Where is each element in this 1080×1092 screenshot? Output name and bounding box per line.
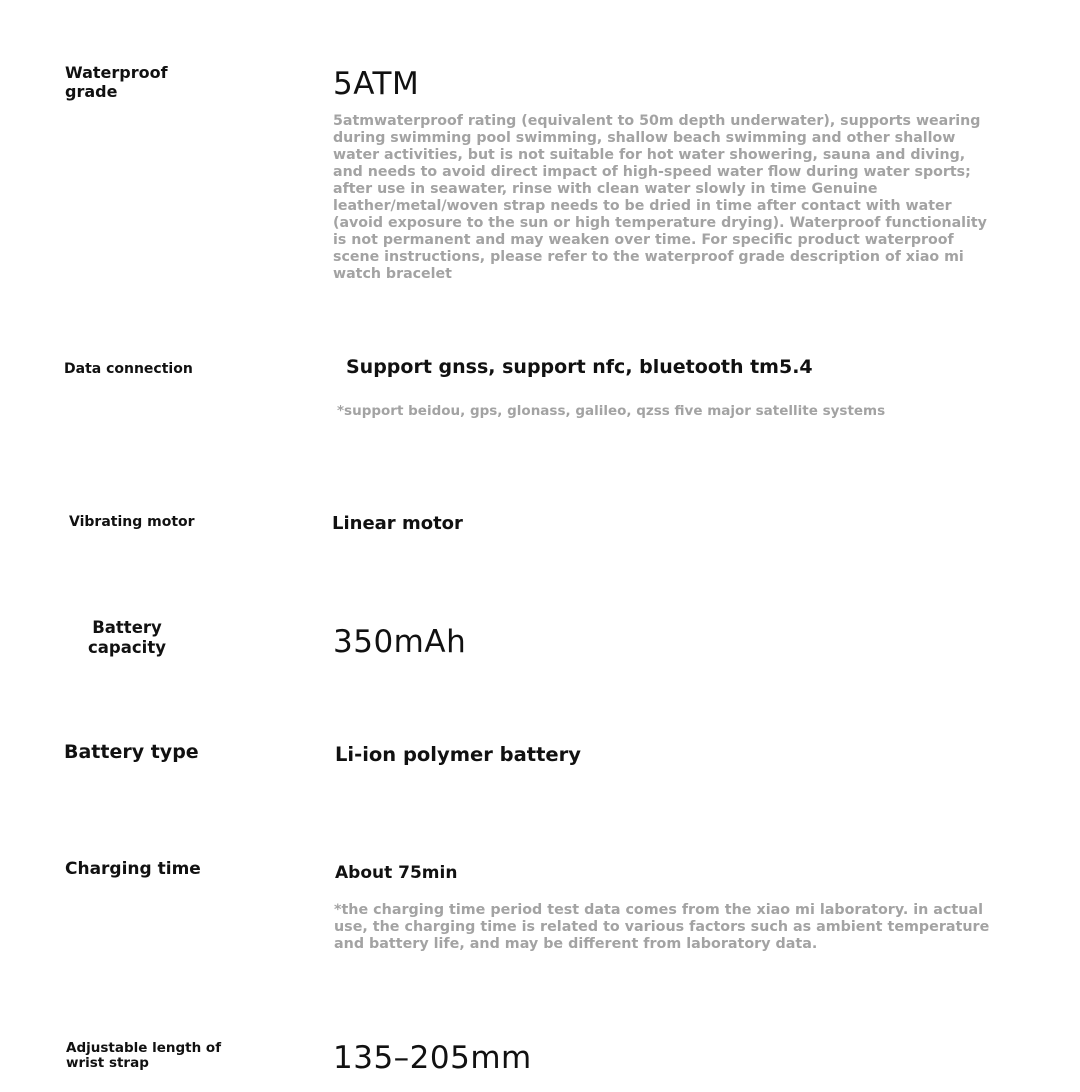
strap-length-label: Adjustable length of wrist strap bbox=[66, 1040, 222, 1071]
waterproof-grade-note: 5atmwaterproof rating (equivalent to 50m depth underwater), supports wearing during swimming pool swimming, shallow beach swimming and other shallow water activities, but is not suitable for hot water showering, sauna and diving, and needs to avoid direct impact of high-speed water flow during water sports; after use in seawater, rinse with clean water slowly in time Genuine leather/metal/woven strap needs to be dried in time after contact with water (avoid exposure to the sun or high temperature drying). Waterproof functionality is not permanent and may weaken over time. For specific product waterproof scene instructions, please refer to the waterproof grade description of xiao mi watch bracelet bbox=[333, 113, 987, 282]
data-connection-value: Support gnss, support nfc, bluetooth tm5.4 bbox=[346, 356, 813, 378]
vibrating-motor-value: Linear motor bbox=[332, 513, 463, 534]
waterproof-grade-label: Waterproof grade bbox=[65, 63, 168, 102]
data-connection-label: Data connection bbox=[64, 361, 193, 377]
vibrating-motor-label: Vibrating motor bbox=[69, 514, 195, 530]
charging-time-note: *the charging time period test data comes from the xiao mi laboratory. in actual use, the charging time is related to various factors such as ambient temperature and battery life, and may be different from laboratory data. bbox=[334, 902, 990, 952]
battery-capacity-label: Battery capacity bbox=[88, 618, 166, 657]
battery-capacity-value: 350mAh bbox=[333, 624, 467, 660]
battery-type-value: Li-ion polymer battery bbox=[335, 743, 581, 766]
strap-length-value: 135–205mm bbox=[333, 1040, 532, 1076]
charging-time-label: Charging time bbox=[65, 859, 201, 879]
battery-type-label: Battery type bbox=[64, 741, 199, 763]
charging-time-value: About 75min bbox=[335, 863, 458, 883]
waterproof-grade-value: 5ATM bbox=[333, 66, 420, 102]
data-connection-note: *support beidou, gps, glonass, galileo, qzss five major satellite systems bbox=[337, 403, 886, 419]
